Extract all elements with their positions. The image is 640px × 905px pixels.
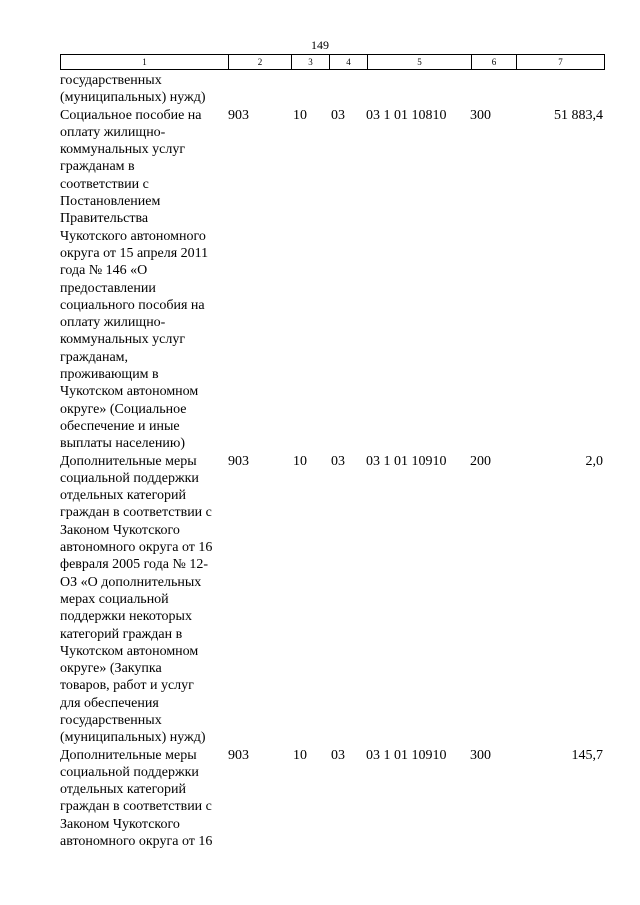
header-col-1: 1 [61,55,229,70]
row-section-code: 10 [293,107,307,123]
header-row [61,55,605,70]
row-subsection-code: 03 [331,107,345,123]
row-expense-type: 200 [470,453,491,469]
page-number: 149 [311,38,329,52]
row-description: государственных (муниципальных) нужд) [60,73,206,106]
row-expense-type: 300 [470,747,491,763]
row-description: Дополнительные меры социальной поддержки отдельных категорий граждан в соответствии с Законом Чукотского автономного округа от 16 [60,747,213,850]
table-row [60,107,620,453]
header-col-4: 4 [330,55,368,70]
column-number-header [60,54,605,70]
row-target-article: 03 1 01 10910 [366,453,447,469]
header-col-2: 2 [229,55,292,70]
row-ministry-code: 903 [228,107,249,123]
row-section-code: 10 [293,747,307,763]
row-target-article: 03 1 01 10810 [366,107,447,123]
row-expense-type: 300 [470,107,491,123]
table-row [60,453,620,747]
row-subsection-code: 03 [331,747,345,763]
row-subsection-code: 03 [331,453,345,469]
row-amount: 145,7 [571,747,603,763]
header-col-6: 6 [472,55,517,70]
budget-table-body [60,72,620,850]
row-ministry-code: 903 [228,747,249,763]
header-col-3: 3 [292,55,330,70]
row-description: Дополнительные меры социальной поддержки отдельных категорий граждан в соответствии с Законом Чукотского автономного округа от 16 февраля 2005 года № 12- ОЗ «О дополнительных мерах социальной поддержки некоторых категорий граждан в Чукотском автономном округе» (Закупка товаров, работ и услуг для обеспечения государственных (муниципальных) нужд) [60,453,213,746]
row-section-code: 10 [293,453,307,469]
header-col-5: 5 [368,55,472,70]
table-row [60,747,620,851]
row-description: Социальное пособие на оплату жилищно- коммунальных услуг гражданам в соответствии с Постановлением Правительства Чукотского автономного округа от 15 апреля 2011 года № 146 «О предоставлении социального пособия на оплату жилищно- коммунальных услуг гражданам, проживающим в Чукотском автономном округе» (Социальное обеспечение и иные выплаты населению) [60,107,209,452]
header-col-7: 7 [517,55,605,70]
row-target-article: 03 1 01 10910 [366,747,447,763]
row-amount: 2,0 [585,453,603,469]
table-row [60,72,620,107]
row-ministry-code: 903 [228,453,249,469]
row-amount: 51 883,4 [554,107,603,123]
